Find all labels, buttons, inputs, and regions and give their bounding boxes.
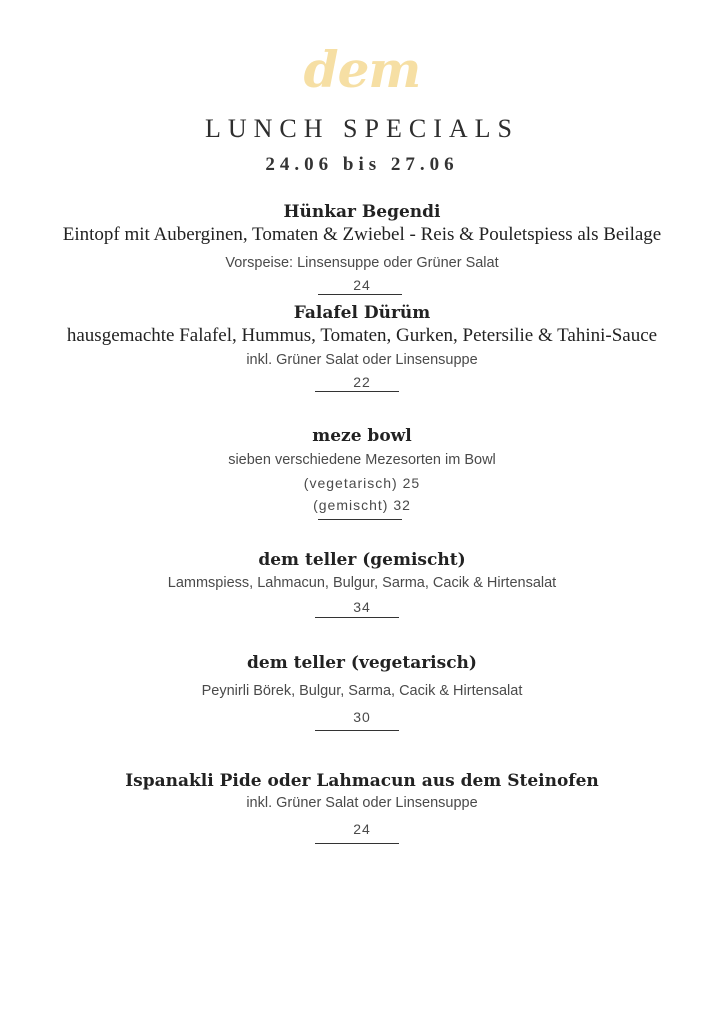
dish-note-ispanakli-pide: inkl. Grüner Salat oder Linsensuppe xyxy=(246,795,478,811)
dish-price-dem-teller-vegetarisch: 30 xyxy=(353,709,371,725)
dish-price-meze-vegetarisch: (vegetarisch) 25 xyxy=(303,475,421,491)
page-title: LUNCH SPECIALS xyxy=(205,114,519,143)
dish-price-ispanakli-pide: 24 xyxy=(353,821,371,837)
dish-name-dem-teller-gemischt: dem teller (gemischt) xyxy=(258,550,466,570)
dish-description-falafel-duerum: hausgemachte Falafel, Hummus, Tomaten, Gurken, Petersilie & Tahini-Sauce xyxy=(66,325,658,346)
dish-name-meze-bowl: meze bowl xyxy=(312,426,412,446)
price-underline xyxy=(315,843,399,844)
price-underline xyxy=(318,294,402,295)
dish-name-falafel-duerum: Falafel Dürüm xyxy=(293,303,431,323)
dish-price-huenkar-begendi: 24 xyxy=(353,277,371,293)
dish-name-ispanakli-pide: Ispanakli Pide oder Lahmacun aus dem Steinofen xyxy=(125,771,599,791)
price-underline xyxy=(315,391,399,392)
dish-note-dem-teller-gemischt: Lammspiess, Lahmacun, Bulgur, Sarma, Cacik & Hirtensalat xyxy=(167,575,557,591)
dish-name-dem-teller-vegetarisch: dem teller (vegetarisch) xyxy=(247,653,477,673)
date-range: 24.06 bis 27.06 xyxy=(265,154,459,175)
dish-note-huenkar-begendi: Vorspeise: Linsensuppe oder Grüner Salat xyxy=(225,255,499,271)
dish-note-falafel-duerum: inkl. Grüner Salat oder Linsensuppe xyxy=(246,352,478,368)
dish-note-dem-teller-vegetarisch: Peynirli Börek, Bulgur, Sarma, Cacik & Hirtensalat xyxy=(201,683,523,699)
dish-price-falafel-duerum: 22 xyxy=(353,374,371,390)
dem-logo: dem xyxy=(303,40,421,99)
price-underline xyxy=(315,617,399,618)
dish-description-huenkar-begendi: Eintopf mit Auberginen, Tomaten & Zwiebel - Reis & Pouletspiess als Beilage xyxy=(62,224,662,245)
dish-price-dem-teller-gemischt: 34 xyxy=(353,599,371,615)
dish-name-huenkar-begendi: Hünkar Begendi xyxy=(283,202,441,222)
price-underline xyxy=(318,519,402,520)
dish-price-meze-gemischt: (gemischt) 32 xyxy=(313,497,411,513)
price-underline xyxy=(315,730,399,731)
dish-note-meze-bowl: sieben verschiedene Mezesorten im Bowl xyxy=(228,452,496,468)
